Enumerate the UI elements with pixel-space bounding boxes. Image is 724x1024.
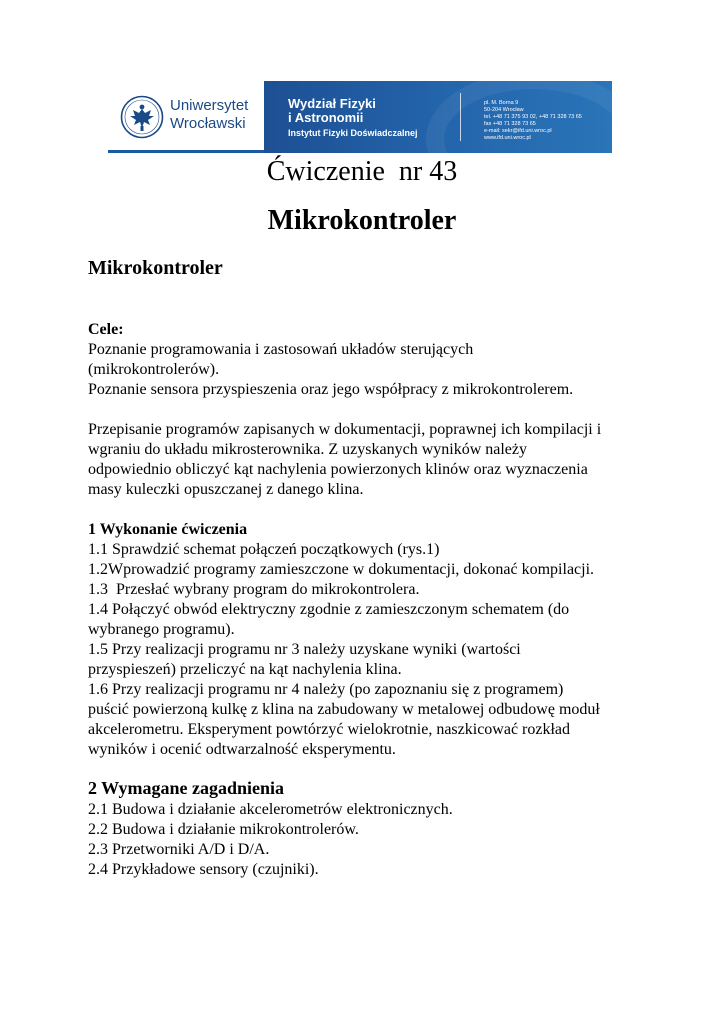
faculty-line2: i Astronomii	[288, 110, 364, 125]
intro-paragraph	[88, 420, 648, 500]
section1-heading: 1 Wykonanie ćwiczenia	[88, 521, 248, 538]
step-line: 1.4 Połączyć obwód elektryczny zgodnie z zamieszczonym schematem (do	[88, 601, 570, 618]
university-name-line1: Uniwersytet	[170, 97, 249, 114]
main-title: Mikrokontroler	[267, 205, 457, 236]
step-line: 1.6 Przy realizacji programu nr 4 należy (po zapoznaniu się z programem)	[88, 681, 564, 698]
university-name	[170, 97, 248, 133]
step-line: 1.2Wprowadzić programy zamieszczone w dokumentacji, dokonać kompilacji.	[88, 561, 595, 578]
institute-name: Instytut Fizyki Doświadczalnej	[288, 128, 418, 138]
intro-line: masy kuleczki opuszczanej z danego klina.	[88, 481, 364, 498]
intro-line: wgraniu do układu mikrosterownika. Z uzyskanych wyników należy	[88, 441, 528, 458]
exercise-title-text: Ćwiczenie nr 43	[266, 156, 458, 187]
topic-line: 2.4 Przykładowe sensory (czujniki).	[88, 861, 319, 878]
step-line: akcelerometru. Eksperyment powtórzyć wielokrotnie, naszkicować rozkład	[88, 721, 571, 738]
step-line: 1.3 Przesłać wybrany program do mikrokontrolera.	[88, 581, 420, 598]
faculty-line1: Wydział Fizyki	[288, 96, 376, 111]
contact-line: www.ifd.uni.wroc.pl	[484, 135, 531, 141]
intro-line: Przepisanie programów zapisanych w dokumentacji, poprawnej ich kompilacji i	[88, 421, 602, 438]
step-line: przyspieszeń) przeliczyć na kąt nachylenia klina.	[88, 661, 402, 678]
document-body	[88, 255, 648, 880]
contact-line: e-mail: sekr@ifd.uni.wroc.pl	[484, 128, 552, 134]
contact-info	[484, 100, 582, 142]
faculty-name	[288, 97, 418, 139]
goals-line: Poznanie sensora przyspieszenia oraz jego współpracy z mikrokontrolerem.	[88, 381, 574, 398]
contact-line: fax +48 71 328 73 65	[484, 121, 536, 127]
banner-divider	[460, 93, 461, 141]
step-line: 1.1 Sprawdzić schemat połączeń początkowych (rys.1)	[88, 541, 440, 558]
contact-line: pl. M. Borna 9	[484, 100, 519, 106]
university-name-line2: Wrocławski	[170, 115, 246, 132]
exercise-title	[0, 155, 724, 189]
contact-line: 50-204 Wrocław	[484, 107, 524, 113]
topic-line: 2.2 Budowa i działanie mikrokontrolerów.	[88, 821, 359, 838]
step-line: wybranego programu).	[88, 621, 235, 638]
goals-label: Cele:	[88, 321, 124, 338]
step-line: 1.5 Przy realizacji programu nr 3 należy uzyskane wyniki (wartości	[88, 641, 521, 658]
section2-list	[88, 800, 648, 880]
section2-heading: 2 Wymagane zagadnienia	[88, 778, 285, 798]
section-title: Mikrokontroler	[88, 257, 223, 279]
header-banner	[108, 81, 612, 153]
goals-line: (mikrokontrolerów).	[88, 361, 220, 378]
contact-line: tel. +48 71 375 93 02, +48 71 328 73 65	[484, 114, 582, 120]
intro-line: odpowiednio obliczyć kąt nachylenia powierzonych klinów oraz wyznaczenia	[88, 461, 588, 478]
university-block	[108, 81, 264, 153]
goals-line: Poznanie programowania i zastosowań układów sterujących	[88, 341, 474, 358]
goals-text	[88, 340, 648, 400]
step-line: wyników i ocenić odtwarzalność eksperymentu.	[88, 741, 396, 758]
topic-line: 2.1 Budowa i działanie akcelerometrów elektronicznych.	[88, 801, 453, 818]
faculty-block	[264, 81, 612, 153]
university-eagle-logo	[120, 95, 164, 139]
topic-line: 2.3 Przetworniki A/D i D/A.	[88, 841, 270, 858]
section1-list	[88, 540, 648, 760]
banner-underline	[108, 150, 264, 153]
step-line: puścić powierzoną kulkę z klina na zabudowany w metalowej odbudowę moduł	[88, 701, 600, 718]
